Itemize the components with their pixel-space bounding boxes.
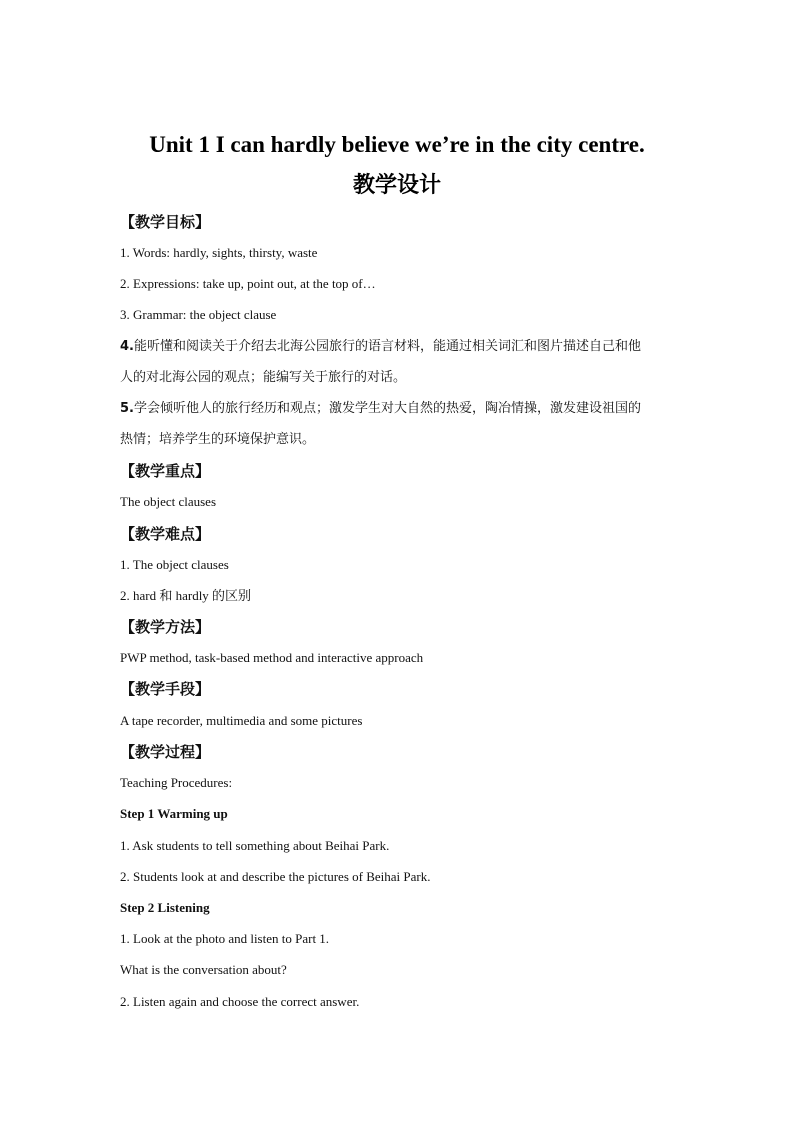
objective-item-4-text: 能听懂和阅读关于介绍去北海公园旅行的语言材料，能通过相关词汇和图片描述自己和他 <box>133 339 641 354</box>
objective-item-5-continued: 热情；培养学生的环境保护意识。 <box>120 432 316 447</box>
document-title: Unit 1 I can hardly believe we’re in the city centre. <box>149 132 645 157</box>
methods-text: PWP method, task-based method and interactive approach <box>120 650 424 665</box>
step-2-item: 1. Look at the photo and listen to Part 1. <box>120 931 330 946</box>
objective-item-4 <box>120 337 680 357</box>
objective-item-4-continued: 人的对北海公园的观点；能编写关于旅行的对话。 <box>120 370 407 385</box>
heading-process: 【教学过程】 <box>120 743 211 761</box>
document-subtitle: 教学设计 <box>352 173 441 198</box>
objective-item: 3. Grammar: the object clause <box>120 307 277 322</box>
step-2-title: Step 2 Listening <box>120 900 210 915</box>
objective-item-5 <box>120 399 680 419</box>
heading-key-points: 【教学重点】 <box>120 462 211 480</box>
heading-difficulties: 【教学难点】 <box>120 525 211 543</box>
step-1-title: Step 1 Warming up <box>120 806 228 821</box>
objective-item: 1. Words: hardly, sights, thirsty, waste <box>120 245 318 260</box>
heading-means: 【教学手段】 <box>120 680 211 698</box>
means-text: A tape recorder, multimedia and some pictures <box>120 713 363 728</box>
objective-item-5-text: 学会倾听他人的旅行经历和观点；激发学生对大自然的热爱，陶冶情操，激发建设祖国的 <box>133 401 641 416</box>
step-1-item: 2. Students look at and describe the pictures of Beihai Park. <box>120 869 431 884</box>
step-2-item: What is the conversation about? <box>120 962 287 977</box>
step-1-item: 1. Ask students to tell something about Beihai Park. <box>120 838 390 853</box>
objective-item: 2. Expressions: take up, point out, at the top of… <box>120 276 376 291</box>
difficulty-item: 1. The object clauses <box>120 557 229 572</box>
difficulty-item: 2. hard 和 hardly 的区别 <box>120 588 252 603</box>
heading-objectives: 【教学目标】 <box>120 213 211 231</box>
process-intro: Teaching Procedures: <box>120 775 233 790</box>
key-points-text: The object clauses <box>120 494 217 509</box>
heading-methods: 【教学方法】 <box>120 618 211 636</box>
objective-item-4-number: 4. <box>120 339 134 354</box>
objective-item-5-number: 5. <box>120 401 134 416</box>
step-2-item: 2. Listen again and choose the correct answer. <box>120 994 360 1009</box>
